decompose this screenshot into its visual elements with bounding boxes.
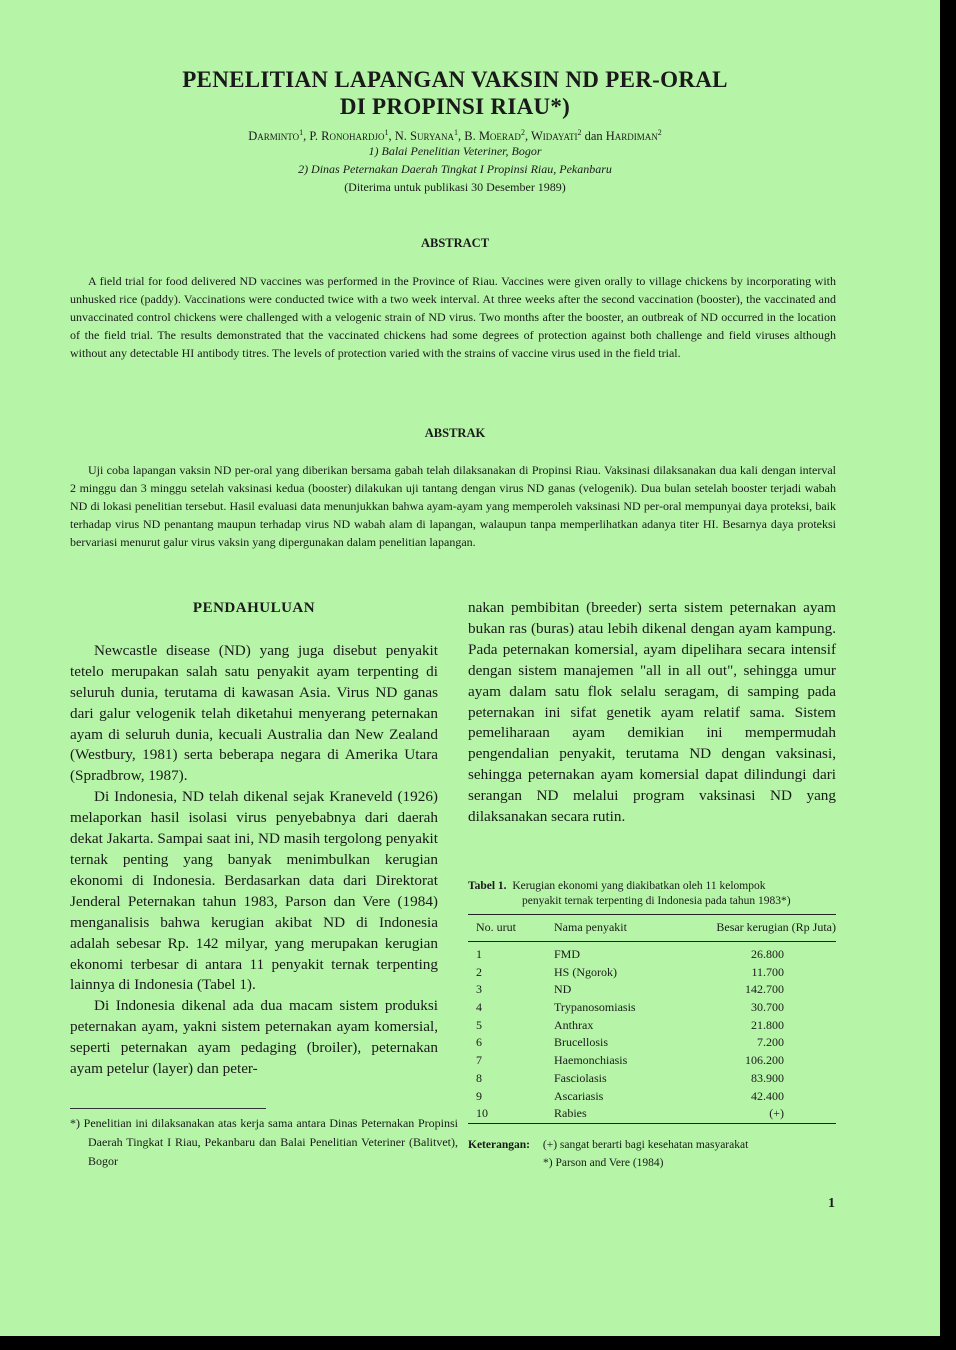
body-paragraph: Newcastle disease (ND) yang juga disebut penyakit tetelo merupakan salah satu penyakit ayam terpenting di seluruh dunia, terutama di kawasan Asia. Virus ND ganas dari galur velogenik telah diketahui menyerang peternakan ayam di seluruh dunia, kecuali Australia dan New Zealand (Westbury, 1981) serta beberapa negara di Amerika Utara (Spradbrow, 1987). <box>70 641 438 785</box>
cell-no: 1 <box>476 947 482 961</box>
footnote: *) Penelitian ini dilaksanakan atas kerja sama antara Dinas Peternakan Propinsi Daerah Tingkat I Riau, Pekanbaru dan Balai Penelitian Veteriner (Balitvet), Bogor <box>70 1116 458 1168</box>
table-row <box>468 1070 836 1088</box>
cell-disease: ND <box>554 982 572 997</box>
title-line: DI PROPINSI RIAU*) <box>339 94 571 119</box>
cell-disease: Haemonchiasis <box>554 1053 628 1068</box>
table-row <box>468 1034 836 1052</box>
column-header: No. urut <box>476 920 516 934</box>
abstrak-text: Uji coba lapangan vaksin ND per-oral yang diberikan bersama gabah telah dilaksanakan di Propinsi Riau. Vaksinasi dilaksanakan dua kali dengan interval 2 minggu dan 3 minggu setelah vaksinasi kedua (booster) dilakukan uji tantang dengan virus ND ganas (velogenik). Dua bulan setelah booster terjadi wabah ND di lokasi penelitian tersebut. Hasil evaluasi data menunjukkan bahwa ayam-ayam yang memperoleh vaksinasi ND per-oral mempunyai daya proteksi, baik terhadap virus ND penantang maupun terhadap virus ND wabah alam di lapangan, walaupun tanpa memperlihatkan adanya titer HI. Besarnya daya proteksi bervariasi menurut galur virus vaksin yang dipergunakan dalam penelitian lapangan. <box>70 463 836 549</box>
cell-disease: Brucellosis <box>554 1035 608 1050</box>
footnote-rule <box>70 1108 266 1109</box>
abstract-heading: ABSTRACT <box>420 236 490 250</box>
abstract-text: A field trial for food delivered ND vaccines was performed in the Province of Riau. Vaccines were given orally to village chickens by incorporating with unhusked rice (paddy). Vaccinations were conducted twice with a two week interval. At three weeks after the second vaccination (booster), the vaccinated and unvaccinated control chickens were challenged with a velogenic strain of ND virus. Two months after the booster, an outbreak of ND occurred in the location of the field trial. The results demonstrated that the vaccinated chickens had some degrees of protection against both challenge and field viruses although without any detectable HI antibody titres. The levels of protection varied with the strains of vaccine virus used in the field trial. <box>70 274 836 360</box>
body-paragraph: nakan pembibitan (breeder) serta sistem peternakan ayam bukan ras (buras) atau lebih dikenal dengan ayam kampung. Pada peternakan komersial, ayam dipelihara secara intensif dengan sistem manajemen "all in all out", sehingga umur ayam dalam satu flok selalu seragam, di samping pada peternakan ini sifat genetik ayam relatif sama. Sistem pemeliharaan ayam demikian ini mempermudah pengendalian penyakit, terutama ND dengan vaksinasi, sehingga peternakan ayam komersial dapat dilindungi dari serangan ND melalui program vaksinasi ND yang dilaksanakan secara rutin. <box>468 599 836 826</box>
cell-disease: Fasciolasis <box>554 1070 607 1085</box>
cell-loss: 83.900 <box>751 1070 784 1085</box>
table-header-row <box>468 915 836 942</box>
author-name: Hardiman <box>605 129 658 144</box>
page-number: 1 <box>828 1196 835 1211</box>
received-date: (Diterima untuk publikasi 30 Desember 1989) <box>344 180 566 194</box>
table-row <box>468 999 836 1017</box>
author-name: Darminto <box>248 129 300 144</box>
table-caption <box>468 879 838 909</box>
cell-loss: (+) <box>769 1106 784 1121</box>
cell-no: 8 <box>476 1070 482 1085</box>
cell-no: 2 <box>476 964 482 979</box>
cell-disease: Ascariasis <box>554 1088 604 1103</box>
cell-loss: 7.200 <box>757 1035 784 1050</box>
author-name: N. Suryana <box>394 129 454 144</box>
cell-no: 9 <box>476 1088 482 1103</box>
cell-loss: 21.800 <box>751 1017 784 1032</box>
author-name: P. Ronohardjo <box>309 129 385 144</box>
table-note-label: Keterangan: <box>468 1139 530 1151</box>
table-note: (+) sangat berarti bagi kesehatan masyarakat <box>542 1139 749 1151</box>
table-row <box>468 1105 836 1123</box>
table-row <box>468 1052 836 1070</box>
loss-table <box>468 914 836 1124</box>
cell-no: 7 <box>476 1053 482 1068</box>
title-line: PENELITIAN LAPANGAN VAKSIN ND PER-ORAL <box>182 67 728 92</box>
author-affil-mark: 1 <box>384 128 389 137</box>
scan-border-bottom <box>0 1336 956 1350</box>
cell-loss: 26.800 <box>751 947 784 961</box>
table-row <box>468 981 836 999</box>
cell-disease: FMD <box>554 947 581 961</box>
table-row <box>468 1017 836 1035</box>
cell-disease: HS (Ngorok) <box>554 964 617 979</box>
column-header: Besar kerugian (Rp Juta) <box>716 920 836 934</box>
cell-loss: 106.200 <box>745 1053 784 1068</box>
cell-no: 4 <box>476 1000 482 1015</box>
author-affil-mark: 2 <box>657 128 662 137</box>
section-heading: PENDAHULUAN <box>192 600 316 616</box>
author-joiner: dan <box>584 129 603 144</box>
body-paragraph: Di Indonesia, ND telah dikenal sejak Kraneveld (1926) melaporkan hasil isolasi virus penyebabnya dari daerah dekat Jakarta. Sampai saat ini, ND masih tergolong penyakit ternak penting yang banyak menimbulkan kerugian ekonomi di Indonesia. Berdasarkan data dari Direktorat Jenderal Peternakan tahun 1983, Parson dan Vere (1984) menganalisis bahwa kerugian akibat ND di Indonesia adalah sebesar Rp. 142 milyar, yang merupakan kerugian ekonomi terbesar di antara 11 penyakit ternak terpenting lainnya di Indonesia (Tabel 1). <box>70 788 438 994</box>
cell-loss: 30.700 <box>751 1000 784 1015</box>
right-column <box>468 598 836 828</box>
table-caption-line: Kerugian ekonomi yang diakibatkan oleh 11 kelompok <box>512 880 766 892</box>
affiliation: 1) Balai Penelitian Veteriner, Bogor <box>368 144 542 158</box>
abstrak-heading: ABSTRAK <box>424 426 486 440</box>
cell-disease: Rabies <box>554 1106 587 1121</box>
table-note: *) Parson and Vere (1984) <box>543 1157 664 1169</box>
cell-loss: 142.700 <box>745 982 784 997</box>
left-column <box>70 598 438 1080</box>
table-label: Tabel 1. <box>468 880 507 892</box>
cell-no: 10 <box>476 1106 488 1121</box>
affiliation: 2) Dinas Peternakan Daerah Tingkat I Propinsi Riau, Pekanbaru <box>298 162 612 176</box>
author-affil-mark: 1 <box>299 128 304 137</box>
author-affil-mark: 1 <box>453 128 458 137</box>
cell-disease: Anthrax <box>554 1017 594 1032</box>
table-row <box>468 1088 836 1106</box>
author-name: Widayati <box>530 129 578 144</box>
body-paragraph: Di Indonesia dikenal ada dua macam sistem produksi peternakan ayam, yakni sistem peternakan ayam komersial, seperti peternakan ayam pedaging (broiler), peternakan ayam petelur (layer) dan peter- <box>70 997 438 1078</box>
scan-border-right <box>940 0 956 1350</box>
paper-title <box>120 66 790 120</box>
cell-disease: Trypanosomiasis <box>554 1000 636 1015</box>
table-caption-line: penyakit ternak terpenting di Indonesia pada tahun 1983*) <box>522 895 791 907</box>
cell-no: 3 <box>476 982 482 997</box>
cell-loss: 42.400 <box>751 1088 784 1103</box>
table-row <box>468 964 836 982</box>
table-notes <box>468 1136 838 1172</box>
cell-no: 5 <box>476 1017 482 1032</box>
author-list: Darminto$^1$, P. Ronohardjo$^1$, N. Suryana$^1$, B. Moerad$^2$, Widayati$^2$ dan Hardiman$^2$ <box>248 128 662 144</box>
table-row <box>468 942 836 964</box>
cell-no: 6 <box>476 1035 482 1050</box>
cell-loss: 11.700 <box>751 964 784 979</box>
author-affil-mark: 2 <box>520 128 525 137</box>
author-affil-mark: 2 <box>577 128 582 137</box>
column-header: Nama penyakit <box>554 920 627 934</box>
author-name: B. Moerad <box>464 129 521 144</box>
